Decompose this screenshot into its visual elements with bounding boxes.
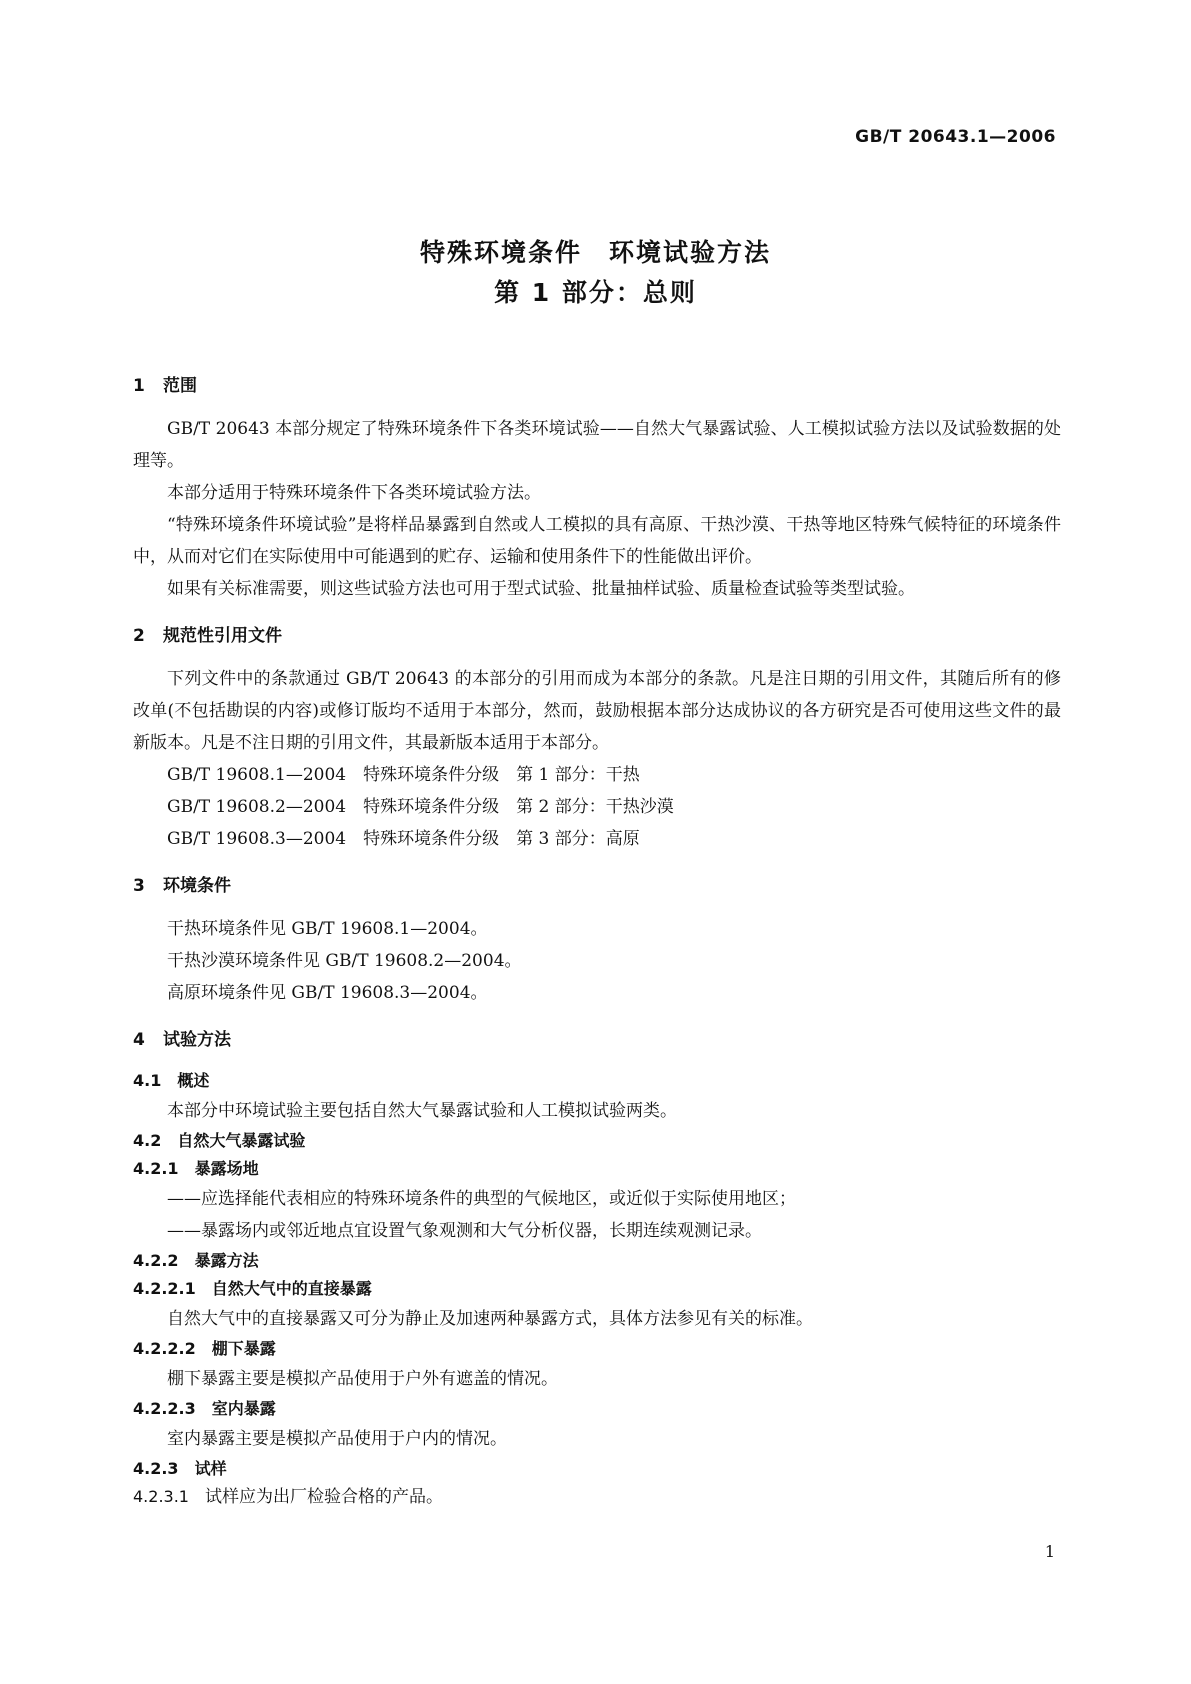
section-title: 范围 bbox=[163, 376, 197, 396]
paragraph: 下列文件中的条款通过 GB/T 20643 的本部分的引用而成为本部分的条款。凡是注日期的引用文件，其随后所有的修改单(不包括勘误的内容)或修订版均不适用于本部分，然而，鼓励根据本部分达成协议的各方研究是否可使用这些文件的最新版本。凡是不注日期的引用文件，其最新版本适用于本部分。 bbox=[133, 669, 1061, 753]
section-number: 3 bbox=[133, 876, 145, 896]
reference-item: GB/T 19608.1—2004 特殊环境条件分级 第 1 部分：干热 bbox=[167, 765, 640, 785]
paragraph: 本部分中环境试验主要包括自然大气暴露试验和人工模拟试验两类。 bbox=[167, 1101, 677, 1121]
section-title: 试验方法 bbox=[163, 1030, 231, 1050]
section-number: 2 bbox=[133, 626, 145, 646]
section-title: 环境条件 bbox=[163, 876, 231, 896]
paragraph: 棚下暴露主要是模拟产品使用于户外有遮盖的情况。 bbox=[167, 1369, 558, 1389]
subsection-number: 4.2.2.2 bbox=[133, 1339, 196, 1358]
subsection-heading bbox=[133, 1247, 1061, 1275]
subsection-number: 4.2.2 bbox=[133, 1251, 179, 1270]
subsection-heading bbox=[133, 1067, 1061, 1095]
subsection-heading bbox=[133, 1275, 1061, 1303]
condition-line: 干热沙漠环境条件见 GB/T 19608.2—2004。 bbox=[167, 951, 522, 971]
subsection-title: 棚下暴露 bbox=[211, 1339, 276, 1358]
list-item: ——应选择能代表相应的特殊环境条件的典型的气候地区，或近似于实际使用地区； bbox=[167, 1189, 796, 1209]
reference-item: GB/T 19608.2—2004 特殊环境条件分级 第 2 部分：干热沙漠 bbox=[167, 797, 674, 817]
subsection-title: 概述 bbox=[177, 1071, 210, 1090]
subsection-number: 4.2.2.3 bbox=[133, 1399, 196, 1418]
reference-item: GB/T 19608.3—2004 特殊环境条件分级 第 3 部分：高原 bbox=[167, 829, 640, 849]
subsection-number: 4.2.2.1 bbox=[133, 1279, 196, 1298]
document-body bbox=[133, 365, 1061, 1511]
paragraph: 如果有关标准需要，则这些试验方法也可用于型式试验、批量抽样试验、质量检查试验等类型试验。 bbox=[167, 579, 915, 599]
subsection-title: 自然大气中的直接暴露 bbox=[211, 1279, 372, 1298]
subsection-title: 暴露场地 bbox=[194, 1159, 259, 1178]
subsection-number: 4.2 bbox=[133, 1131, 162, 1150]
section-number: 4 bbox=[133, 1030, 145, 1050]
clause-line bbox=[133, 1483, 1061, 1511]
paragraph: 自然大气中的直接暴露又可分为静止及加速两种暴露方式，具体方法参见有关的标准。 bbox=[167, 1309, 813, 1329]
subsection-heading bbox=[133, 1395, 1061, 1423]
condition-line: 高原环境条件见 GB/T 19608.3—2004。 bbox=[167, 983, 488, 1003]
subsection-heading bbox=[133, 1127, 1061, 1155]
section-heading bbox=[133, 871, 1061, 901]
condition-line: 干热环境条件见 GB/T 19608.1—2004。 bbox=[167, 919, 488, 939]
section-heading bbox=[133, 621, 1061, 651]
subsection-title: 暴露方法 bbox=[194, 1251, 259, 1270]
section-heading bbox=[133, 1025, 1061, 1055]
section-heading bbox=[133, 371, 1061, 401]
subsection-number: 4.2.1 bbox=[133, 1159, 179, 1178]
page-number: 1 bbox=[1044, 1542, 1055, 1561]
clause-number: 4.2.3.1 bbox=[133, 1487, 189, 1506]
subsection-number: 4.1 bbox=[133, 1071, 162, 1090]
paragraph: GB/T 20643 本部分规定了特殊环境条件下各类环境试验——自然大气暴露试验、人工模拟试验方法以及试验数据的处理等。 bbox=[133, 419, 1061, 471]
subsection-number: 4.2.3 bbox=[133, 1459, 179, 1478]
subsection-heading bbox=[133, 1155, 1061, 1183]
clause-text: 试样应为出厂检验合格的产品。 bbox=[204, 1487, 443, 1507]
subsection-heading bbox=[133, 1335, 1061, 1363]
subsection-title: 室内暴露 bbox=[211, 1399, 276, 1418]
subsection-heading bbox=[133, 1455, 1061, 1483]
paragraph: 室内暴露主要是模拟产品使用于户内的情况。 bbox=[167, 1429, 507, 1449]
standard-code: GB/T 20643.1—2006 bbox=[855, 127, 1056, 147]
document-title: 特殊环境条件 环境试验方法 bbox=[419, 238, 771, 267]
section-number: 1 bbox=[133, 376, 145, 396]
paragraph: “特殊环境条件环境试验”是将样品暴露到自然或人工模拟的具有高原、干热沙漠、干热等地区特殊气候特征的环境条件中，从而对它们在实际使用中可能遇到的贮存、运输和使用条件下的性能做出评价。 bbox=[133, 515, 1061, 567]
paragraph: 本部分适用于特殊环境条件下各类环境试验方法。 bbox=[167, 483, 541, 503]
list-item: ——暴露场内或邻近地点宜设置气象观测和大气分析仪器，长期连续观测记录。 bbox=[167, 1221, 762, 1241]
document-subtitle: 第 1 部分：总则 bbox=[494, 278, 697, 307]
section-title: 规范性引用文件 bbox=[163, 626, 282, 646]
subsection-title: 自然大气暴露试验 bbox=[177, 1131, 306, 1150]
subsection-title: 试样 bbox=[194, 1459, 227, 1478]
